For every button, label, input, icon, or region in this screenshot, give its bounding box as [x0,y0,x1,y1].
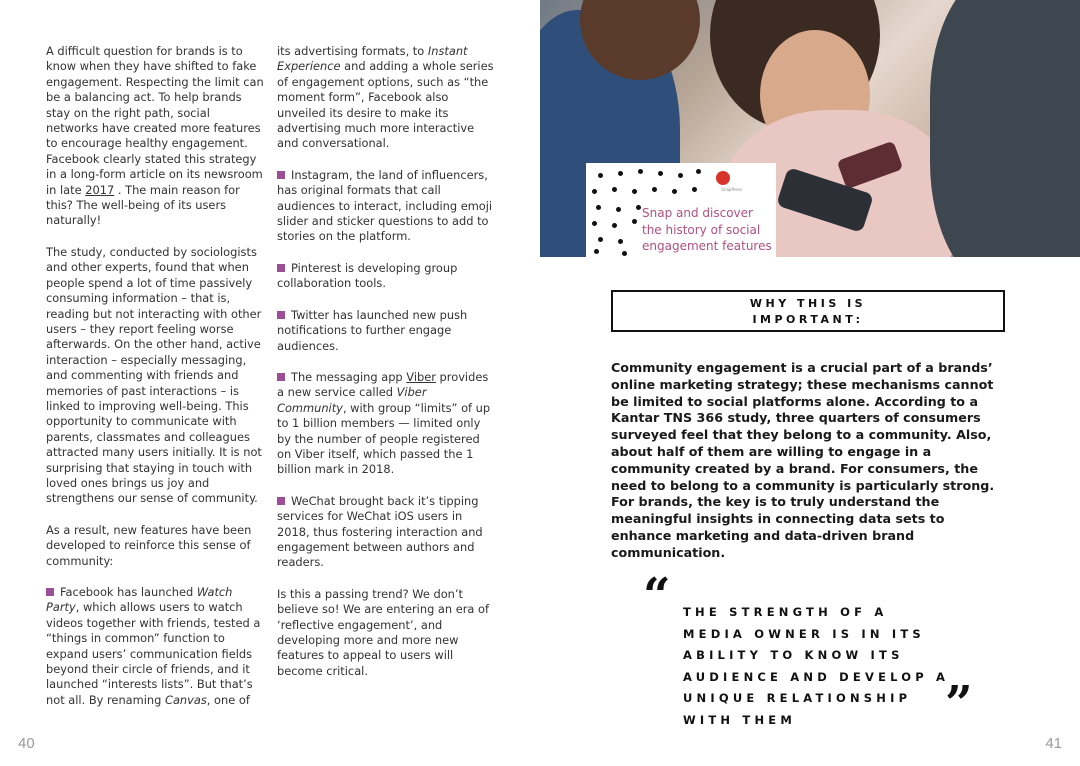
bullet-square-icon [277,497,285,505]
snap-callout[interactable]: SnapPress Snap and discover the history of social engagement features [586,163,776,257]
bullet-square-icon [277,264,285,272]
list-item: Instagram, the land of influencers, has original formats that call audiences to interact, including emoji slider and sticker questions to add to stories on the platform. [277,167,493,244]
bullet-square-icon [277,171,285,179]
close-quote-icon: ” [945,676,973,732]
paragraph: Is this a passing trend? We don’t believe so! We are entering an era of ‘reflective engagement’, and developing more and more new features to appeal to users will become critical. [277,586,490,678]
list-item: Facebook has launched Watch Party, which allows users to watch videos together with friends, tested a “things in common” function to expand users’ communication fields beyond their circle of friends, and it launched “interests lists”. But that’s not all. By renaming Canvas, one of [46,585,261,707]
paragraph: A difficult question for brands is to know when they have shifted to fake engagement. Respecting the limit can be a balancing act. To help brands stay on the right path, social networks have created more features to encourage healthy engagement. Facebook clearly stated this strategy in a long-form article on its newsroom in late 2017 . The main reason for this? The well-being of its users naturally! [46,44,264,228]
why-important-heading: WHY THIS IS IMPORTANT: [611,290,1005,332]
community-paragraph: Community engagement is a crucial part of a brands’ online marketing strategy; these mechanisms cannot be limited to social platforms alone. According to a Kantar TNS 366 study, three quarters of consumers surveyed feel that they belong to a community. Also, about half of them are willing to engage in a community created by a brand. For consumers, the need to belong to a community is particularly strong. For brands, the key is to truly understand the meaningful insights in connecting data sets to enhance marketing and data-driven brand communication. [611,360,995,560]
list-item: Twitter has launched new push notifications to further engage audiences. [277,307,468,353]
snap-callout-text: Snap and discover the history of social engagement features [642,206,772,253]
paragraph: its advertising formats, to Instant Experience and adding a whole series of engagement options, such as “the moment form”, Facebook also unveiled its desire to make its advertising much more interactive and conversational. [277,44,494,151]
bullet-square-icon [46,588,54,596]
list-item: Pinterest is developing group collaboration tools. [277,260,458,291]
paragraph: The study, conducted by sociologists and other experts, found that when people spend a lot of time passively consuming information – that is, reading but not interacting with other users – they report feeling worse afterwards. On the other hand, active interaction – especially messaging, and commenting with friends and memories of past interactions – is linked to improving well-being. This opportunity to communicate with parents, classmates and colleagues attracted many users initially. It is not surprising that staying in touch with loved ones brings us joy and strengthens our sense of community. [46,244,262,506]
link-viber[interactable]: Viber [406,369,436,384]
page-number-right: 41 [1045,735,1062,752]
pull-quote: THE STRENGTH OF A MEDIA OWNER IS IN ITS ABILITY TO KNOW ITS AUDIENCE AND DEVELOP A UNIQUE RELATIONSHIP WITH THEM [683,605,950,727]
link-2017[interactable]: 2017 [85,182,115,197]
bullet-square-icon [277,373,285,381]
page-number-left: 40 [18,735,35,752]
list-item: WeChat brought back it’s tipping services for WeChat iOS users in 2018, thus fostering interaction and engagement between authors and readers. [277,493,483,570]
list-item: The messaging app Viber provides a new service called Viber Community, with group “limits” of up to 1 billion members — limited only by the number of people registered on Viber itself, which passed the 1 billion mark in 2018. [277,369,491,477]
open-quote-icon: “ [643,568,671,624]
left-column-2 [277,44,497,695]
paragraph: As a result, new features have been developed to reinforce this sense of community: [46,522,252,568]
snappress-logo-icon [716,171,730,185]
bullet-square-icon [277,311,285,319]
left-column-1 [46,44,264,724]
